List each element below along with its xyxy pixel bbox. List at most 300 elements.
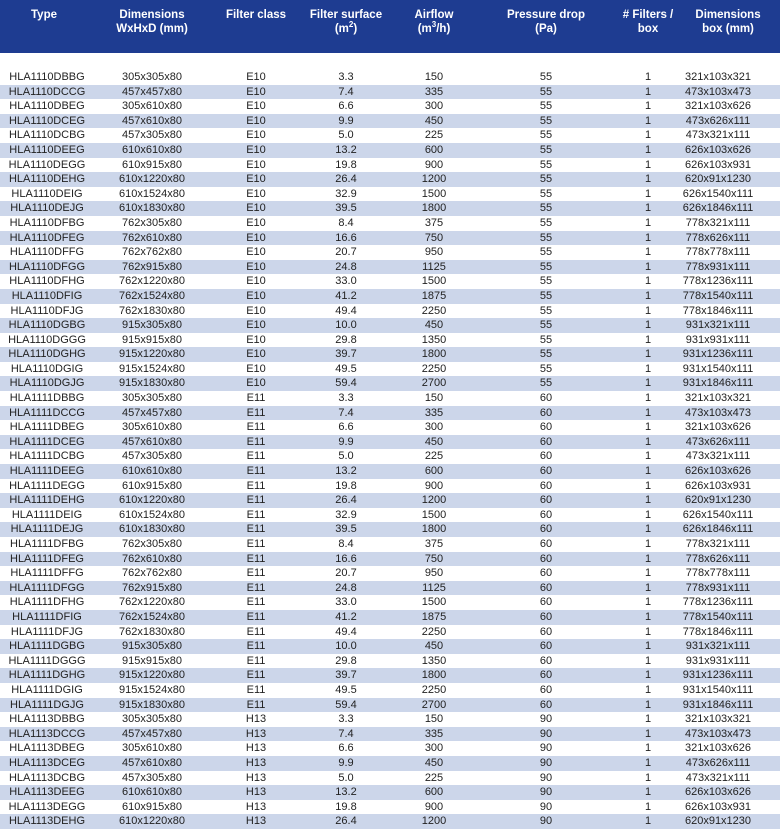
type-cell: HLA1111DCCG [0, 406, 88, 421]
pressure-drop-cell: 55 [472, 333, 620, 348]
dimensions-cell: 457x305x80 [88, 449, 216, 464]
pressure-drop-cell: 55 [472, 85, 620, 100]
filters-per-box-cell: 1 [620, 508, 676, 523]
pressure-drop-cell: 60 [472, 522, 620, 537]
box-dimensions-cell: 626x103x931 [676, 158, 780, 173]
type-cell: HLA1111DGHG [0, 668, 88, 683]
table-row [0, 435, 780, 450]
airflow-cell: 1800 [396, 347, 472, 362]
airflow-cell: 300 [396, 420, 472, 435]
dimensions-cell: 610x915x80 [88, 479, 216, 494]
type-cell: HLA1111DCEG [0, 435, 88, 450]
airflow-cell: 2700 [396, 376, 472, 391]
box-dimensions-cell: 626x1846x111 [676, 522, 780, 537]
header-type: Type [0, 0, 88, 53]
table-row [0, 391, 780, 406]
table-row [0, 260, 780, 275]
pressure-drop-cell: 60 [472, 537, 620, 552]
table-row [0, 333, 780, 348]
filter-surface-cell: 24.8 [296, 581, 396, 596]
table-row [0, 318, 780, 333]
box-dimensions-cell: 778x1236x111 [676, 274, 780, 289]
dimensions-cell: 915x1524x80 [88, 683, 216, 698]
type-cell: HLA1113DCBG [0, 771, 88, 786]
type-cell: HLA1110DFBG [0, 216, 88, 231]
airflow-cell: 600 [396, 785, 472, 800]
filter-class-cell: E10 [216, 362, 296, 377]
table-row [0, 493, 780, 508]
table-row [0, 581, 780, 596]
airflow-cell: 2250 [396, 362, 472, 377]
airflow-cell: 600 [396, 143, 472, 158]
type-cell: HLA1113DCCG [0, 727, 88, 742]
filter-surface-cell: 39.7 [296, 347, 396, 362]
type-cell: HLA1111DFHG [0, 595, 88, 610]
header-spacer [0, 53, 780, 70]
table-row [0, 756, 780, 771]
dimensions-cell: 610x1830x80 [88, 201, 216, 216]
dimensions-cell: 610x1524x80 [88, 508, 216, 523]
table-body [0, 53, 780, 829]
table-row [0, 245, 780, 260]
airflow-cell: 1350 [396, 333, 472, 348]
box-dimensions-cell: 778x626x111 [676, 552, 780, 567]
table-row [0, 201, 780, 216]
box-dimensions-cell: 778x626x111 [676, 231, 780, 246]
filter-surface-cell: 16.6 [296, 231, 396, 246]
dimensions-cell: 610x1220x80 [88, 814, 216, 829]
box-dimensions-cell: 620x91x1230 [676, 172, 780, 187]
table-row [0, 610, 780, 625]
dimensions-cell: 762x305x80 [88, 537, 216, 552]
dimensions-cell: 915x1220x80 [88, 668, 216, 683]
header-filters-per-box: # Filters / box [620, 0, 676, 53]
dimensions-cell: 762x762x80 [88, 245, 216, 260]
table-row [0, 552, 780, 567]
table-row [0, 800, 780, 815]
pressure-drop-cell: 55 [472, 70, 620, 85]
filters-per-box-cell: 1 [620, 85, 676, 100]
type-cell: HLA1111DFFG [0, 566, 88, 581]
airflow-cell: 750 [396, 552, 472, 567]
filters-per-box-cell: 1 [620, 479, 676, 494]
filters-per-box-cell: 1 [620, 420, 676, 435]
pressure-drop-cell: 55 [472, 143, 620, 158]
filters-per-box-cell: 1 [620, 70, 676, 85]
box-dimensions-cell: 620x91x1230 [676, 814, 780, 829]
airflow-cell: 335 [396, 406, 472, 421]
dimensions-cell: 457x610x80 [88, 435, 216, 450]
type-cell: HLA1113DCEG [0, 756, 88, 771]
airflow-cell: 2250 [396, 304, 472, 319]
box-dimensions-cell: 626x103x626 [676, 785, 780, 800]
filter-surface-cell: 19.8 [296, 158, 396, 173]
table-row [0, 537, 780, 552]
filter-class-cell: E10 [216, 318, 296, 333]
box-dimensions-cell: 778x1236x111 [676, 595, 780, 610]
filters-per-box-cell: 1 [620, 231, 676, 246]
table-row [0, 625, 780, 640]
pressure-drop-cell: 60 [472, 654, 620, 669]
filter-class-cell: E10 [216, 260, 296, 275]
filter-class-cell: E10 [216, 85, 296, 100]
dimensions-cell: 457x457x80 [88, 406, 216, 421]
box-dimensions-cell: 778x1846x111 [676, 625, 780, 640]
box-dimensions-cell: 778x1540x111 [676, 610, 780, 625]
dimensions-cell: 610x1830x80 [88, 522, 216, 537]
box-dimensions-cell: 473x103x473 [676, 727, 780, 742]
dimensions-cell: 915x305x80 [88, 318, 216, 333]
filter-class-cell: E10 [216, 99, 296, 114]
box-dimensions-cell: 778x321x111 [676, 216, 780, 231]
filter-class-cell: E11 [216, 683, 296, 698]
filter-surface-cell: 32.9 [296, 187, 396, 202]
filter-class-cell: E11 [216, 595, 296, 610]
type-cell: HLA1111DFIG [0, 610, 88, 625]
pressure-drop-cell: 90 [472, 727, 620, 742]
dimensions-cell: 305x305x80 [88, 712, 216, 727]
table-row [0, 362, 780, 377]
filter-class-cell: H13 [216, 712, 296, 727]
airflow-cell: 1125 [396, 260, 472, 275]
filter-surface-cell: 19.8 [296, 800, 396, 815]
pressure-drop-cell: 55 [472, 128, 620, 143]
filter-class-cell: E11 [216, 449, 296, 464]
pressure-drop-cell: 90 [472, 814, 620, 829]
dimensions-cell: 762x915x80 [88, 260, 216, 275]
table-row [0, 289, 780, 304]
type-cell: HLA1111DGBG [0, 639, 88, 654]
filters-per-box-cell: 1 [620, 274, 676, 289]
table-row [0, 668, 780, 683]
airflow-cell: 1875 [396, 289, 472, 304]
box-dimensions-cell: 626x1540x111 [676, 508, 780, 523]
dimensions-cell: 762x1830x80 [88, 304, 216, 319]
pressure-drop-cell: 90 [472, 785, 620, 800]
dimensions-cell: 915x1830x80 [88, 376, 216, 391]
filters-per-box-cell: 1 [620, 771, 676, 786]
type-cell: HLA1110DGJG [0, 376, 88, 391]
airflow-cell: 450 [396, 114, 472, 129]
table-row [0, 70, 780, 85]
airflow-cell: 750 [396, 231, 472, 246]
airflow-cell: 450 [396, 639, 472, 654]
table-row [0, 449, 780, 464]
airflow-cell: 1350 [396, 654, 472, 669]
dimensions-cell: 457x610x80 [88, 756, 216, 771]
airflow-cell: 150 [396, 712, 472, 727]
pressure-drop-cell: 90 [472, 712, 620, 727]
airflow-cell: 950 [396, 245, 472, 260]
filter-surface-cell: 10.0 [296, 639, 396, 654]
dimensions-cell: 610x610x80 [88, 785, 216, 800]
filter-surface-cell: 33.0 [296, 274, 396, 289]
filter-class-cell: E10 [216, 304, 296, 319]
filters-per-box-cell: 1 [620, 406, 676, 421]
filter-surface-cell: 10.0 [296, 318, 396, 333]
type-cell: HLA1110DFHG [0, 274, 88, 289]
filters-per-box-cell: 1 [620, 449, 676, 464]
header-airflow: Airflow $(m^3/h)$ [396, 0, 472, 53]
filter-class-cell: E10 [216, 289, 296, 304]
type-cell: HLA1110DBBG [0, 70, 88, 85]
pressure-drop-cell: 55 [472, 216, 620, 231]
filter-class-cell: E11 [216, 522, 296, 537]
airflow-cell: 950 [396, 566, 472, 581]
table-row [0, 654, 780, 669]
dimensions-cell: 915x915x80 [88, 333, 216, 348]
box-dimensions-cell: 473x321x111 [676, 128, 780, 143]
filter-surface-cell: 9.9 [296, 114, 396, 129]
box-dimensions-cell: 931x1846x111 [676, 698, 780, 713]
filter-class-cell: E10 [216, 70, 296, 85]
filter-class-cell: E10 [216, 231, 296, 246]
filters-per-box-cell: 1 [620, 201, 676, 216]
box-dimensions-cell: 778x1540x111 [676, 289, 780, 304]
dimensions-cell: 915x1830x80 [88, 698, 216, 713]
filter-surface-cell: 8.4 [296, 216, 396, 231]
pressure-drop-cell: 60 [472, 639, 620, 654]
airflow-cell: 1800 [396, 668, 472, 683]
pressure-drop-cell: 55 [472, 274, 620, 289]
filters-per-box-cell: 1 [620, 304, 676, 319]
dimensions-cell: 762x762x80 [88, 566, 216, 581]
filter-class-cell: H13 [216, 814, 296, 829]
type-cell: HLA1110DCBG [0, 128, 88, 143]
filter-surface-cell: 9.9 [296, 435, 396, 450]
filter-class-cell: H13 [216, 771, 296, 786]
type-cell: HLA1110DFJG [0, 304, 88, 319]
filters-per-box-cell: 1 [620, 143, 676, 158]
type-cell: HLA1110DFFG [0, 245, 88, 260]
filters-per-box-cell: 1 [620, 581, 676, 596]
table-row [0, 187, 780, 202]
table-row [0, 143, 780, 158]
filters-per-box-cell: 1 [620, 785, 676, 800]
table-row [0, 216, 780, 231]
filters-per-box-cell: 1 [620, 493, 676, 508]
dimensions-cell: 610x610x80 [88, 143, 216, 158]
airflow-cell: 1500 [396, 274, 472, 289]
box-dimensions-cell: 931x1846x111 [676, 376, 780, 391]
pressure-drop-cell: 55 [472, 362, 620, 377]
table-row [0, 712, 780, 727]
airflow-cell: 1500 [396, 187, 472, 202]
type-cell: HLA1110DFEG [0, 231, 88, 246]
dimensions-cell: 610x610x80 [88, 464, 216, 479]
filter-class-cell: E11 [216, 479, 296, 494]
type-cell: HLA1111DBBG [0, 391, 88, 406]
airflow-cell: 1200 [396, 172, 472, 187]
filters-per-box-cell: 1 [620, 800, 676, 815]
type-cell: HLA1111DFBG [0, 537, 88, 552]
filters-per-box-cell: 1 [620, 566, 676, 581]
table-row [0, 508, 780, 523]
type-cell: HLA1110DEEG [0, 143, 88, 158]
filter-class-cell: E10 [216, 274, 296, 289]
filter-surface-cell: 32.9 [296, 508, 396, 523]
type-cell: HLA1110DGBG [0, 318, 88, 333]
table-row [0, 99, 780, 114]
filters-per-box-cell: 1 [620, 756, 676, 771]
filter-class-cell: E11 [216, 654, 296, 669]
dimensions-cell: 610x1524x80 [88, 187, 216, 202]
pressure-drop-cell: 55 [472, 245, 620, 260]
dimensions-cell: 915x1524x80 [88, 362, 216, 377]
filter-surface-cell: 7.4 [296, 406, 396, 421]
table-header [0, 0, 780, 53]
filters-per-box-cell: 1 [620, 172, 676, 187]
type-cell: HLA1111DFEG [0, 552, 88, 567]
pressure-drop-cell: 60 [472, 566, 620, 581]
pressure-drop-cell: 60 [472, 683, 620, 698]
pressure-drop-cell: 60 [472, 493, 620, 508]
table-row [0, 595, 780, 610]
type-cell: HLA1110DEHG [0, 172, 88, 187]
table-row [0, 727, 780, 742]
pressure-drop-cell: 55 [472, 187, 620, 202]
type-cell: HLA1110DEJG [0, 201, 88, 216]
header-filter-surface: Filter surface $(m^2)$ [296, 0, 396, 53]
box-dimensions-cell: 626x1540x111 [676, 187, 780, 202]
table-row [0, 347, 780, 362]
dimensions-cell: 762x610x80 [88, 552, 216, 567]
filter-class-cell: E11 [216, 406, 296, 421]
filter-class-cell: E11 [216, 464, 296, 479]
type-cell: HLA1111DBEG [0, 420, 88, 435]
dimensions-cell: 457x457x80 [88, 85, 216, 100]
airflow-cell: 1125 [396, 581, 472, 596]
dimensions-cell: 610x915x80 [88, 800, 216, 815]
airflow-cell: 1800 [396, 522, 472, 537]
filter-surface-cell: 5.0 [296, 449, 396, 464]
airflow-cell: 300 [396, 99, 472, 114]
filters-per-box-cell: 1 [620, 639, 676, 654]
type-cell: HLA1111DEIG [0, 508, 88, 523]
filter-class-cell: E11 [216, 566, 296, 581]
filter-surface-cell: 20.7 [296, 245, 396, 260]
filters-per-box-cell: 1 [620, 654, 676, 669]
table-row [0, 158, 780, 173]
filter-surface-cell: 49.5 [296, 683, 396, 698]
table-row [0, 420, 780, 435]
pressure-drop-cell: 55 [472, 231, 620, 246]
filter-surface-cell: 24.8 [296, 260, 396, 275]
table-row [0, 376, 780, 391]
type-cell: HLA1110DEGG [0, 158, 88, 173]
filter-class-cell: H13 [216, 756, 296, 771]
filter-class-cell: E10 [216, 245, 296, 260]
dimensions-cell: 762x610x80 [88, 231, 216, 246]
box-dimensions-cell: 778x931x111 [676, 581, 780, 596]
airflow-cell: 225 [396, 449, 472, 464]
filter-surface-cell: 8.4 [296, 537, 396, 552]
filter-class-cell: E11 [216, 610, 296, 625]
filter-class-cell: E11 [216, 668, 296, 683]
filter-class-cell: H13 [216, 727, 296, 742]
pressure-drop-cell: 55 [472, 289, 620, 304]
type-cell: HLA1111DGIG [0, 683, 88, 698]
pressure-drop-cell: 60 [472, 552, 620, 567]
pressure-drop-cell: 60 [472, 508, 620, 523]
pressure-drop-cell: 60 [472, 610, 620, 625]
dimensions-cell: 762x1220x80 [88, 595, 216, 610]
dimensions-cell: 762x1830x80 [88, 625, 216, 640]
filter-surface-cell: 9.9 [296, 756, 396, 771]
filter-class-cell: E10 [216, 114, 296, 129]
airflow-cell: 600 [396, 464, 472, 479]
filter-surface-cell: 26.4 [296, 493, 396, 508]
filter-class-cell: E10 [216, 187, 296, 202]
filters-per-box-cell: 1 [620, 683, 676, 698]
table-row [0, 85, 780, 100]
dimensions-cell: 762x1220x80 [88, 274, 216, 289]
box-dimensions-cell: 473x321x111 [676, 449, 780, 464]
filter-surface-cell: 59.4 [296, 376, 396, 391]
type-cell: HLA1110DGIG [0, 362, 88, 377]
filter-surface-cell: 29.8 [296, 654, 396, 669]
pressure-drop-cell: 90 [472, 741, 620, 756]
filter-surface-cell: 6.6 [296, 741, 396, 756]
table-row [0, 274, 780, 289]
table-row [0, 406, 780, 421]
table-row [0, 128, 780, 143]
dimensions-cell: 457x305x80 [88, 128, 216, 143]
box-dimensions-cell: 321x103x626 [676, 741, 780, 756]
box-dimensions-cell: 778x931x111 [676, 260, 780, 275]
filters-per-box-cell: 1 [620, 712, 676, 727]
filter-surface-cell: 39.5 [296, 201, 396, 216]
type-cell: HLA1111DGJG [0, 698, 88, 713]
dimensions-cell: 305x305x80 [88, 70, 216, 85]
filters-per-box-cell: 1 [620, 158, 676, 173]
type-cell: HLA1110DEIG [0, 187, 88, 202]
table-row [0, 522, 780, 537]
filter-surface-cell: 19.8 [296, 479, 396, 494]
header-filter-class: Filter class [216, 0, 296, 53]
filter-class-cell: E11 [216, 493, 296, 508]
type-cell: HLA1110DGGG [0, 333, 88, 348]
type-cell: HLA1111DCBG [0, 449, 88, 464]
filter-surface-cell: 16.6 [296, 552, 396, 567]
filter-surface-cell: 29.8 [296, 333, 396, 348]
filter-surface-cell: 3.3 [296, 391, 396, 406]
filter-surface-cell: 33.0 [296, 595, 396, 610]
filter-class-cell: E11 [216, 581, 296, 596]
filter-class-cell: E10 [216, 333, 296, 348]
pressure-drop-cell: 55 [472, 318, 620, 333]
dimensions-cell: 915x305x80 [88, 639, 216, 654]
filter-class-cell: E11 [216, 420, 296, 435]
airflow-cell: 1200 [396, 814, 472, 829]
type-cell: HLA1111DEHG [0, 493, 88, 508]
dimensions-cell: 457x457x80 [88, 727, 216, 742]
filter-surface-cell: 39.5 [296, 522, 396, 537]
filters-per-box-cell: 1 [620, 814, 676, 829]
filter-class-cell: E11 [216, 625, 296, 640]
filter-surface-cell: 49.4 [296, 625, 396, 640]
filter-class-cell: E11 [216, 508, 296, 523]
type-cell: HLA1110DCEG [0, 114, 88, 129]
filter-class-cell: H13 [216, 741, 296, 756]
pressure-drop-cell: 60 [472, 668, 620, 683]
box-dimensions-cell: 321x103x321 [676, 391, 780, 406]
box-dimensions-cell: 931x321x111 [676, 639, 780, 654]
type-cell: HLA1110DFGG [0, 260, 88, 275]
airflow-cell: 300 [396, 741, 472, 756]
filter-surface-cell: 7.4 [296, 727, 396, 742]
box-dimensions-cell: 931x1236x111 [676, 668, 780, 683]
